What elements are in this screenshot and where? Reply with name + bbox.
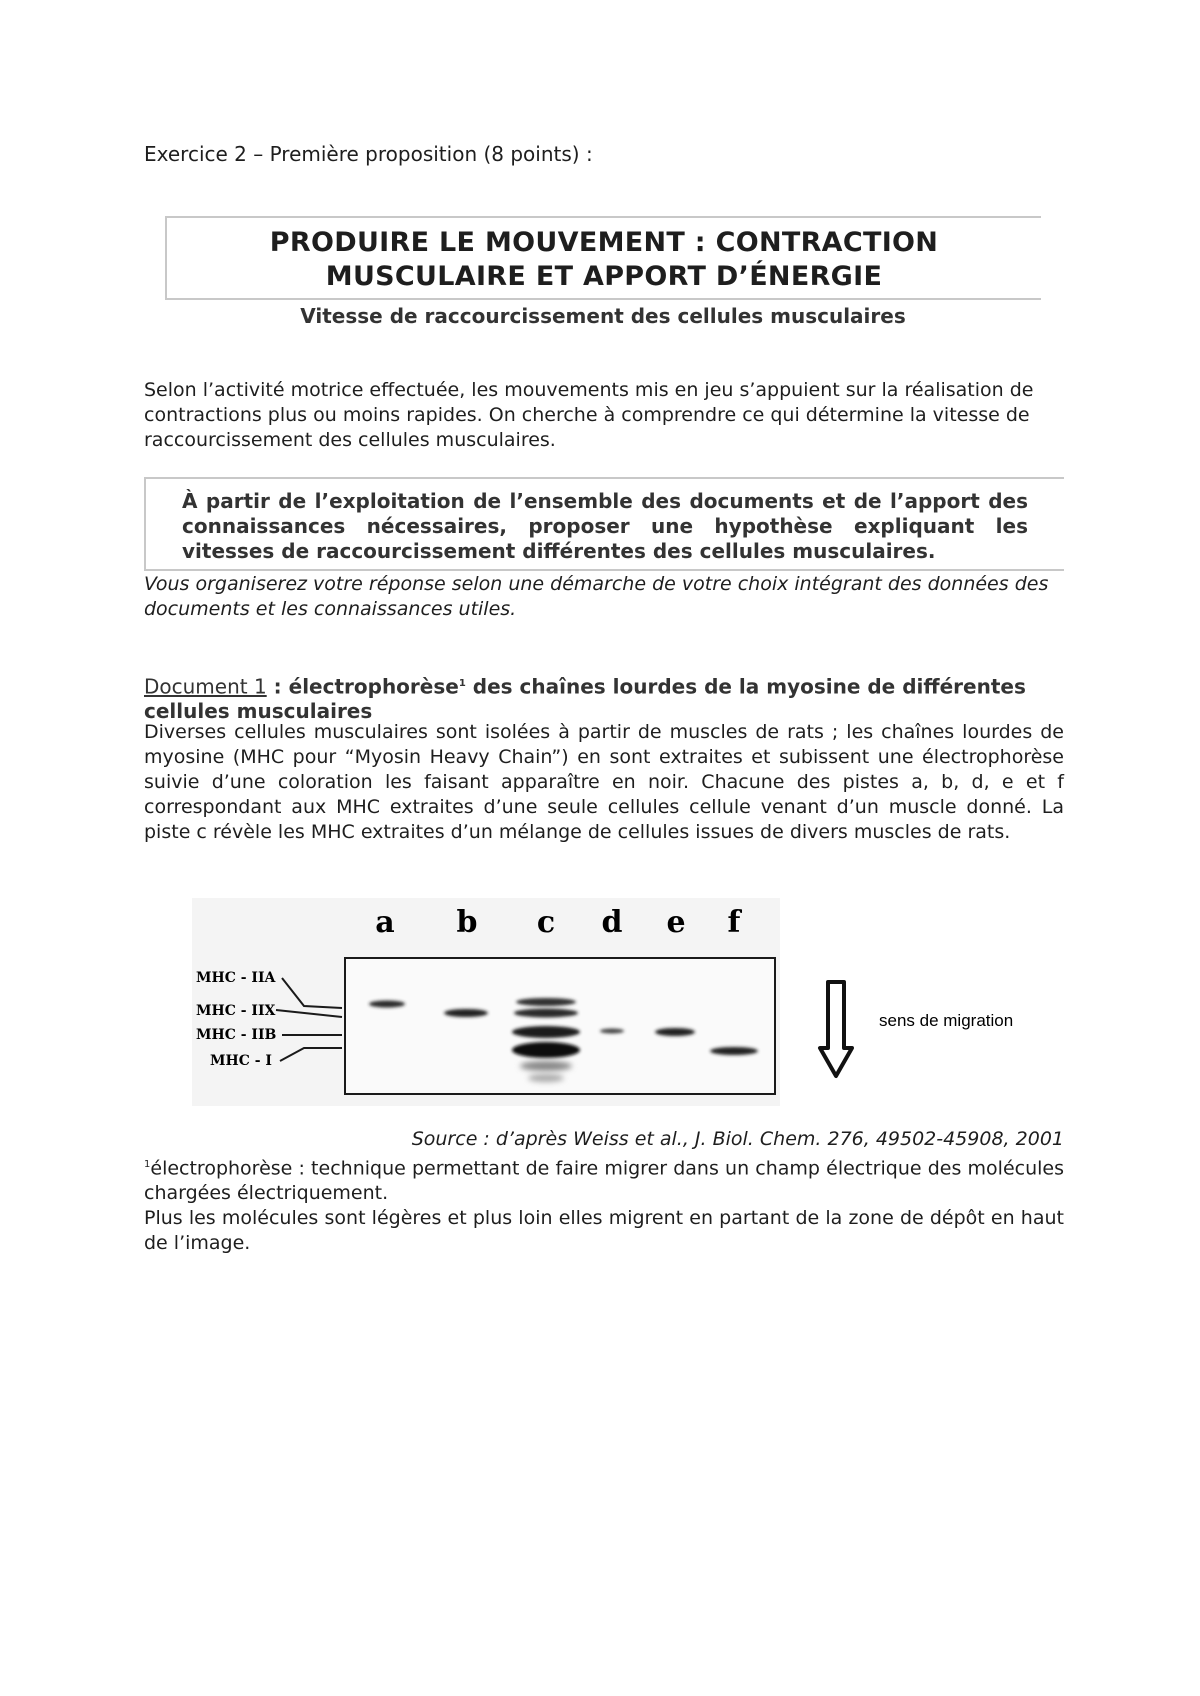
band-e-iib — [655, 1028, 695, 1036]
band-c-smear — [520, 1061, 572, 1071]
instruction-note: Vous organiserez votre réponse selon une démarche de votre choix intégrant des données des documents et les connaissances utiles. — [144, 573, 1049, 620]
footnote-number: 1 — [144, 1159, 151, 1170]
task-text: À partir de l’exploitation de l’ensemble des documents et de l’apport des connaissances nécessaires, proposer une hypothèse expliquant les vitesses de raccourcissement différentes des cellules musculaires. — [182, 489, 1028, 563]
title-line-2: MUSCULAIRE ET APPORT D’ÉNERGIE — [325, 261, 883, 292]
band-label-mhc-iia: MHC - IIA — [196, 970, 276, 986]
document-1-body: Diverses cellules musculaires sont isolées à partir de muscles de rats ; les chaînes lourdes de myosine (MHC pour “Myosin Heavy Chain”) en sont extraites et subissent une électrophorèse suivie d’une coloration les faisant apparaître en noir. Chacune des pistes a, b, d, e et f correspondant aux MHC extraites d’une seule cellules cellule venant d’un muscle donné. La piste c révèle les MHC extraites d’un mélange de cellules issues de divers muscles de rats. — [144, 721, 1064, 843]
subtitle: Vitesse de raccourcissement des cellules musculaires — [300, 304, 906, 328]
document-1-title-part1: : électrophorèse — [266, 674, 459, 699]
title-box — [165, 216, 1041, 300]
band-c-1 — [516, 998, 576, 1006]
band-label-mhc-iib: MHC - IIB — [196, 1027, 277, 1043]
task-box — [144, 477, 1064, 571]
band-b-iix — [444, 1009, 488, 1017]
electrophoresis-svg — [192, 898, 1068, 1106]
migration-label: sens de migration — [879, 1011, 1014, 1030]
band-f-i — [710, 1047, 758, 1055]
migration-arrow-icon — [820, 982, 852, 1076]
footnote-line-2: Plus les molécules sont légères et plus loin elles migrent en partant de la zone de dépôt en haut de l’image. — [144, 1207, 1064, 1255]
document-1-title-part2: des chaînes lourdes de la myosine de différentes cellules musculaires — [144, 674, 1026, 723]
band-c-4 — [512, 1042, 580, 1058]
lane-label-e: e — [666, 905, 686, 940]
title-line-1: PRODUIRE LE MOUVEMENT : CONTRACTION — [269, 227, 939, 258]
lane-label-b: b — [456, 905, 478, 940]
gel-frame — [345, 958, 775, 1094]
electrophoresis-figure — [192, 898, 1068, 1106]
band-label-mhc-iix: MHC - IIX — [196, 1003, 276, 1019]
footnote — [144, 1152, 1064, 1256]
band-label-mhc-i: MHC - I — [210, 1053, 272, 1069]
band-d-iib — [600, 1029, 624, 1034]
footnote-mark: 1 — [458, 678, 466, 689]
lane-label-d: d — [601, 905, 623, 940]
band-c-smear-2 — [528, 1074, 564, 1082]
document-1-number: Document 1 — [144, 674, 267, 699]
lane-label-a: a — [375, 905, 395, 940]
intro-paragraph: Selon l’activité motrice effectuée, les mouvements mis en jeu s’appuient sur la réalisation de contractions plus ou moins rapides. On cherche à comprendre ce qui détermine la vitesse de raccourcissement des cellules musculaires. — [144, 379, 1034, 451]
exercise-header: Exercice 2 – Première proposition (8 points) : — [144, 142, 593, 166]
band-a-iia — [369, 1001, 405, 1008]
lane-label-c: c — [536, 905, 556, 940]
band-c-3 — [512, 1026, 580, 1038]
source-citation: Source : d’après Weiss et al., J. Biol. Chem. 276, 49502-45908, 2001 — [411, 1128, 1064, 1150]
band-c-2 — [514, 1009, 578, 1018]
footnote-line-1: électrophorèse : technique permettant de faire migrer dans un champ électrique des molécules chargées électriquement. — [144, 1157, 1064, 1205]
document-1-title — [144, 672, 1064, 723]
lane-label-f: f — [727, 905, 741, 940]
